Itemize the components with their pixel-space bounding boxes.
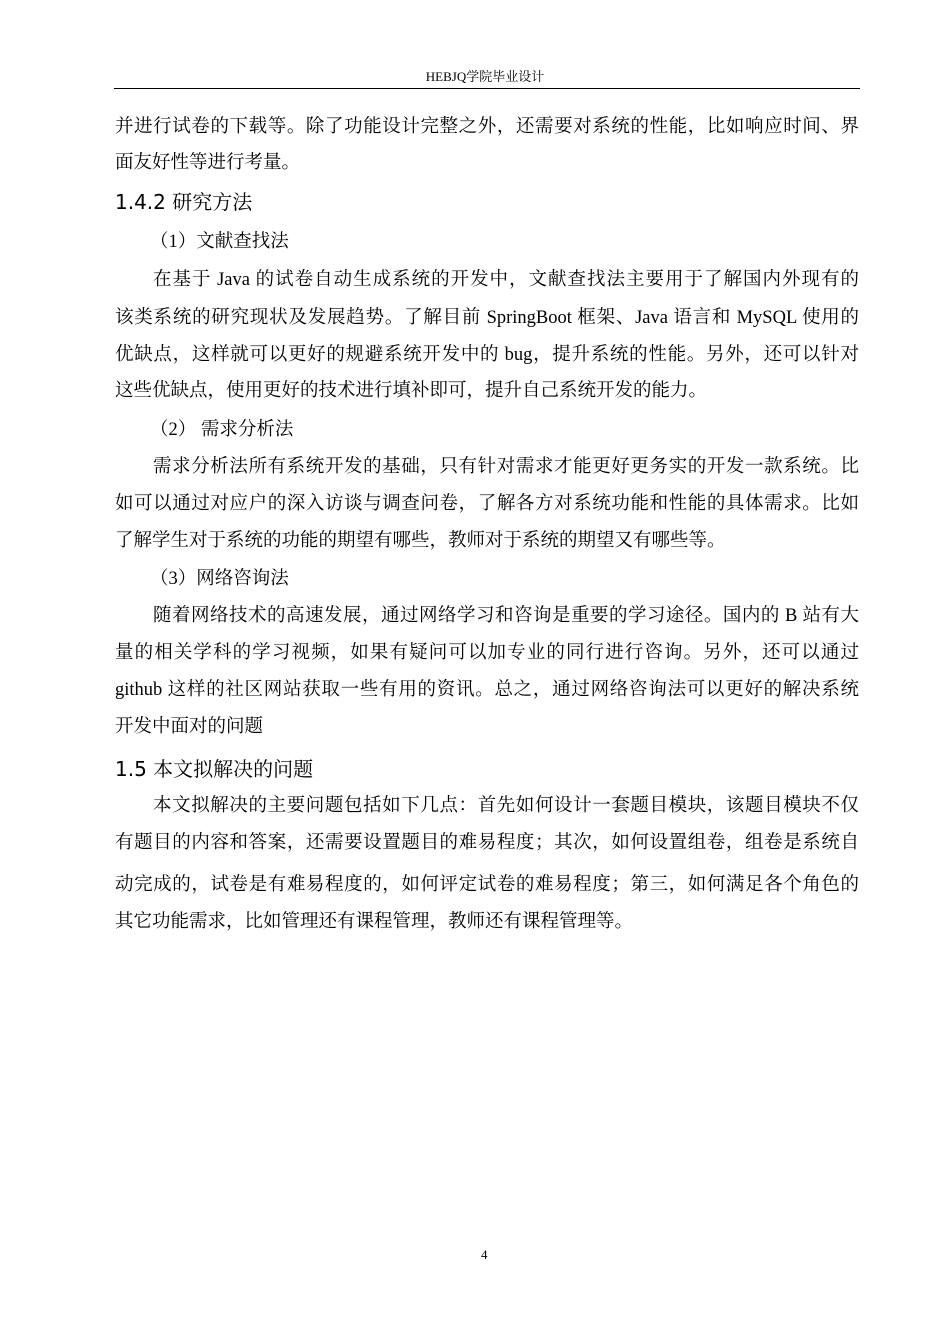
- paragraph-line: 量的相关学科的学习视频，如果有疑问可以加专业的同行进行咨询。另外，还可以通过: [115, 643, 859, 663]
- paragraph-line: 开发中面对的问题: [115, 717, 264, 737]
- page-number: 4: [481, 1247, 488, 1262]
- paragraph-line: 本文拟解决的主要问题包括如下几点：首先如何设计一套题目模块，该题目模块不仅: [153, 796, 859, 816]
- paragraph-line: 了解学生对于系统的功能的期望有哪些，教师对于系统的期望又有哪些等。: [115, 531, 726, 551]
- paragraph-line: 随着网络技术的高速发展，通过网络学习和咨询是重要的学习途径。国内的 B 站有大: [153, 606, 859, 626]
- paragraph-line: 该类系统的研究现状及发展趋势。了解目前 SpringBoot 框架、Java 语言和 MySQL 使用的: [115, 308, 859, 328]
- paragraph-line: 其它功能需求，比如管理还有课程管理，教师还有课程管理等。: [115, 912, 634, 932]
- method-title: （2） 需求分析法: [150, 420, 294, 440]
- paragraph-line: 动完成的，试卷是有难易程度的，如何评定试卷的难易程度；第三，如何满足各个角色的: [115, 875, 859, 895]
- paragraph-line: 有题目的内容和答案，还需要设置题目的难易程度；其次，如何设置组卷，组卷是系统自: [115, 833, 859, 853]
- section-heading-1-5: 1.5 本文拟解决的问题: [115, 757, 314, 781]
- method-title: （3）网络咨询法: [150, 569, 289, 589]
- paragraph-line: 并进行试卷的下载等。除了功能设计完整之外，还需要对系统的性能，比如响应时间、界: [115, 117, 859, 137]
- method-title: （1）文献查找法: [150, 232, 289, 252]
- paragraph-line: 优缺点，这样就可以更好的规避系统开发中的 bug，提升系统的性能。另外，还可以针对: [115, 345, 859, 365]
- paragraph-line: github 这样的社区网站获取一些有用的资讯。总之，通过网络咨询法可以更好的解决系统: [115, 680, 859, 700]
- paragraph-line: 需求分析法所有系统开发的基础，只有针对需求才能更好更务实的开发一款系统。比: [153, 457, 859, 477]
- paragraph-line: 面友好性等进行考量。: [115, 153, 301, 173]
- paragraph-line: 这些优缺点，使用更好的技术进行填补即可，提升自己系统开发的能力。: [115, 381, 708, 401]
- section-heading-1-4-2: 1.4.2 研究方法: [115, 190, 253, 214]
- running-header: HEBJQ学院毕业设计: [425, 69, 545, 84]
- paragraph-line: 在基于 Java 的试卷自动生成系统的开发中，文献查找法主要用于了解国内外现有的: [153, 270, 859, 290]
- header-rule: [114, 88, 860, 89]
- paragraph-line: 如可以通过对应户的深入访谈与调查问卷，了解各方对系统功能和性能的具体需求。比如: [115, 494, 859, 514]
